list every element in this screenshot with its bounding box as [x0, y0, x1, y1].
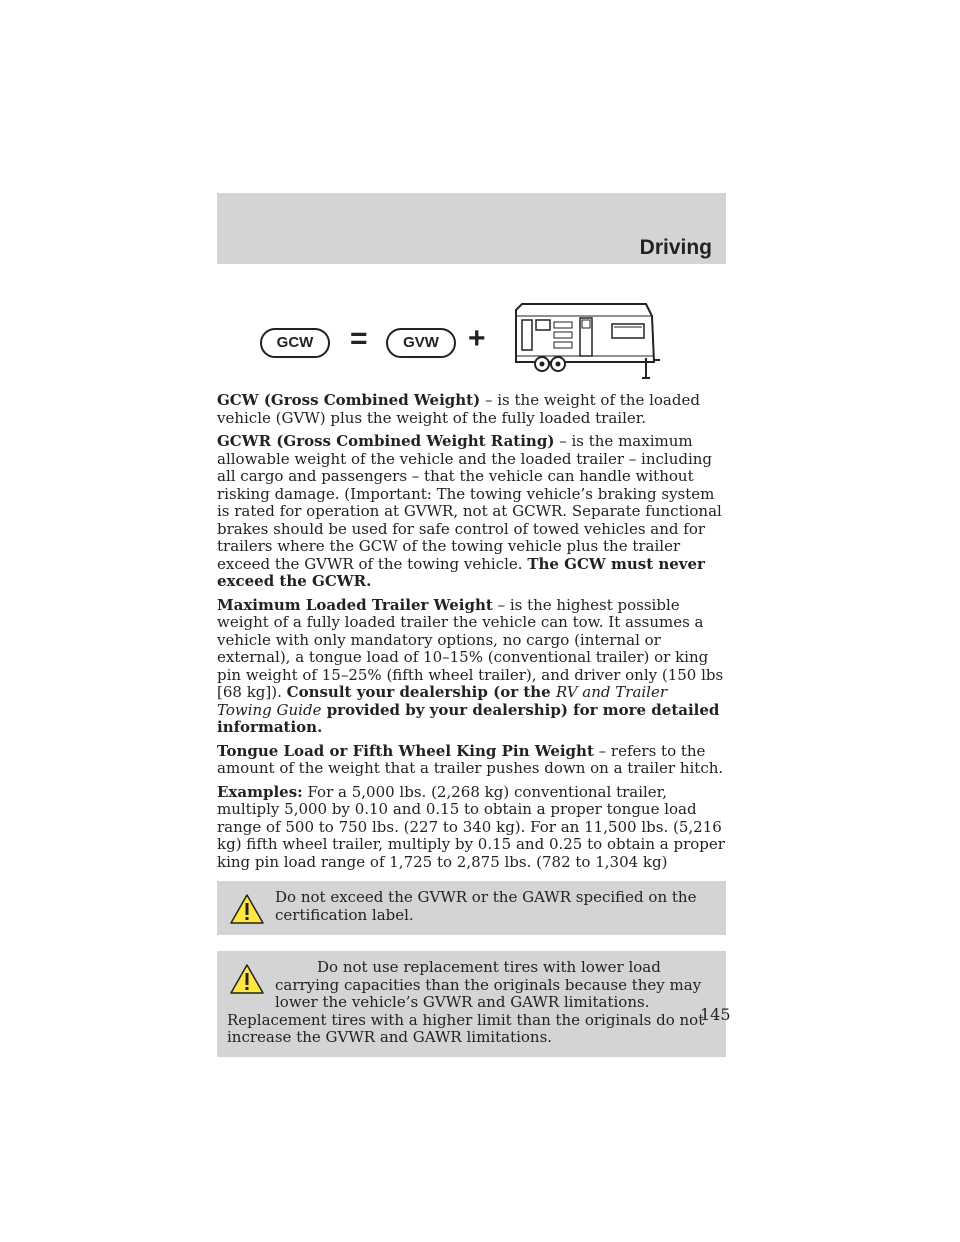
warning-text: Do not exceed the GVWR or the GAWR specified on the certification label. — [275, 888, 697, 924]
max-loaded-term: Maximum Loaded Trailer Weight — [217, 595, 493, 614]
max-loaded-emphasis-2: provided by your dealership) for more detailed information. — [217, 700, 720, 736]
tongue-load-text: – refers to the amount of the weight that a trailer pushes down on a trailer hitch. — [217, 741, 724, 777]
examples-paragraph — [217, 784, 726, 872]
gcw-term: GCW (Gross Combined Weight) — [217, 391, 481, 409]
max-loaded-text: – is the highest possible weight of a fully loaded trailer the vehicle can tow. It assumes a vehicle with only mandatory options, no cargo (internal or external), a tongue load of 10–15% (conventional trailer) or king pin weight of 15–25% (fifth wheel trailer), and driver only (150 lbs [68 kg]). — [217, 595, 724, 701]
plus-sign: + — [468, 322, 486, 355]
gvw-label: GVW — [386, 328, 456, 358]
max-loaded-emphasis-1: Consult your dealership (or the — [286, 683, 556, 701]
gcw-definition — [217, 392, 726, 427]
warning-box — [217, 951, 726, 1057]
tongue-load-term: Tongue Load or Fifth Wheel King Pin Weight — [217, 741, 594, 760]
travel-trailer-icon — [510, 296, 660, 386]
warning-triangle-icon — [229, 963, 265, 995]
examples-text: For a 5,000 lbs. (2,268 kg) conventional trailer, multiply 5,000 by 0.10 and 0.15 to obtain a proper tongue load range of 500 to 750 lbs. (227 to 340 kg). For an 11,500 lbs. (5,216 kg) fifth wheel trailer, multiply by 0.15 and 0.25 to obtain a proper king pin load range of 1,725 to 2,875 lbs. (782 to 1,304 kg) — [217, 782, 725, 871]
gcwr-text: – is the maximum allowable weight of the vehicle and the loaded trailer – including all cargo and passengers – that the vehicle can handle without risking damage. (Important: The towing vehicle’s braking system is rated for operation at GVWR, not at GCWR. Separate functional brakes should be used for safe control of towed vehicles and for trailers where the GCW of the towing vehicle plus the trailer exceed the GVWR of the towing vehicle. — [217, 432, 722, 573]
page-number: 145 — [700, 1005, 731, 1024]
warning-triangle-icon — [229, 893, 265, 925]
warning-box — [217, 881, 726, 935]
gcw-formula-diagram — [260, 296, 680, 386]
section-header-band — [217, 193, 726, 264]
body-text — [217, 392, 726, 1073]
warning-text: Do not use replacement tires with lower load carrying capacities than the originals because they may lower the vehicle’s GVWR and GAWR limitations. Replacement tires with a higher limit than the originals do not increase the GVWR and GAWR limitations. — [227, 958, 705, 1046]
gcwr-term: GCWR (Gross Combined Weight Rating) — [217, 432, 555, 450]
gcwr-emphasis: The GCW must never exceed the GCWR. — [217, 554, 705, 590]
gcw-label: GCW — [260, 328, 330, 358]
gcwr-definition — [217, 433, 726, 591]
towing-guide-title: RV and Trailer Towing Guide — [217, 683, 668, 719]
section-title: Driving — [639, 236, 712, 259]
equals-sign: = — [350, 322, 368, 355]
tongue-load-definition — [217, 743, 726, 778]
gcw-text: – is the weight of the loaded vehicle (GVW) plus the weight of the fully loaded trailer. — [217, 391, 700, 427]
examples-term: Examples: — [217, 782, 303, 801]
max-loaded-definition — [217, 597, 726, 737]
